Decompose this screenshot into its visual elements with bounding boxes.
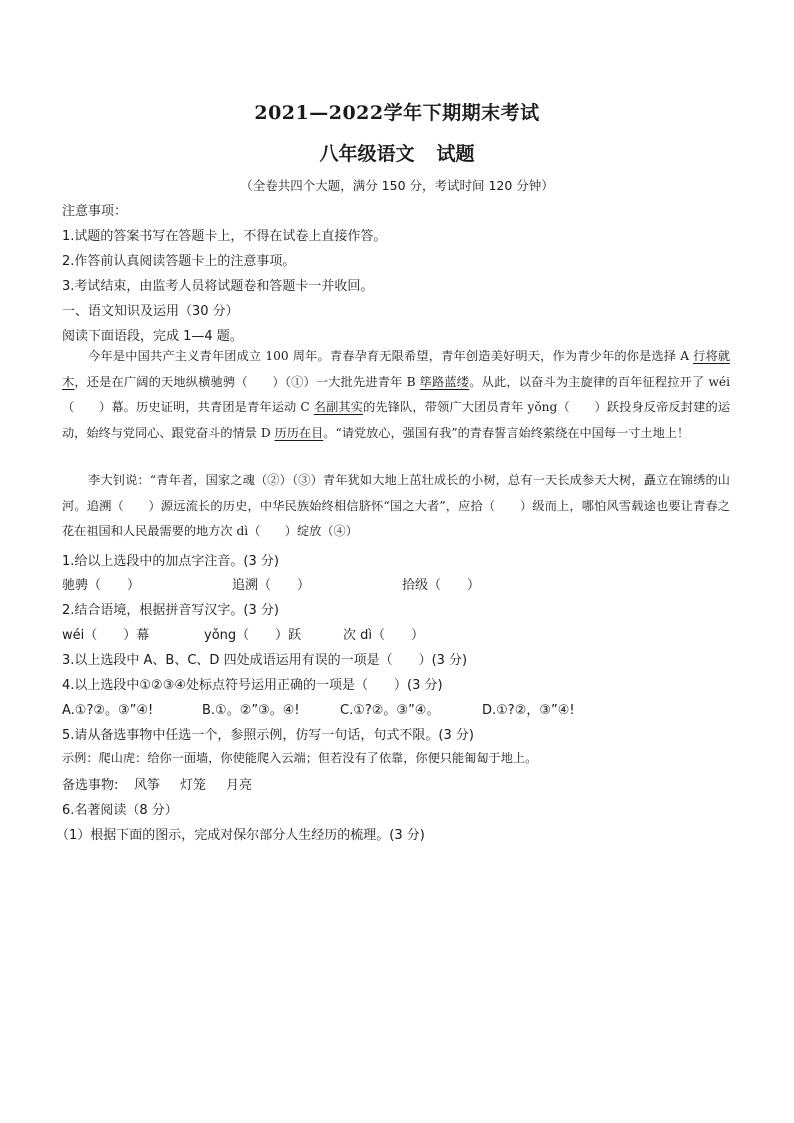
passage-paragraph-2: 李大钊说：“青年者，国家之魂（②）（③）青年犹如大地上茁壮成长的小树，总有一天长成参天大树，矗立在锦绣的山河。追溯（ ）源远流长的历史，中华民族始终相信脐怀“国之大者”，应拾（ ）级而上，哪怕风雪载途也要让青春之花在祖国和人民最需要的地方次 dì（ ）绽放（④） bbox=[62, 473, 730, 538]
q4-option-c: C.①?②。③”④。 bbox=[340, 703, 440, 718]
exam-info: （全卷共四个大题，满分 150 分，考试时间 120 分钟） bbox=[240, 178, 554, 193]
section-instruction: 阅读下面语段，完成 1—4 题。 bbox=[62, 329, 243, 344]
question-2-prompt: 2.结合语境，根据拼音写汉字。(3 分) bbox=[62, 603, 279, 618]
subtitle-subject: 八年级语文 bbox=[319, 143, 415, 165]
q1-item-c: 拾级（ ） bbox=[402, 578, 481, 593]
section-heading: 一、语文知识及运用（30 分） bbox=[62, 304, 239, 319]
q5-options-label: 备选事物: bbox=[62, 778, 119, 793]
q4-option-a: A.①?②。③”④! bbox=[62, 703, 154, 718]
question-5-example: 示例：爬山虎：给你一面墙，你使能爬入云端；但若没有了依靠，你便只能匍匐于地上。 bbox=[62, 751, 538, 765]
notice-item-1: 1.试题的答案书写在答题卡上，不得在试卷上直接作答。 bbox=[62, 229, 387, 244]
exam-subtitle bbox=[0, 139, 794, 166]
q1-item-b: 追溯（ ） bbox=[232, 578, 311, 593]
question-4-prompt: 4.以上选段中①②③④处标点符号运用正确的一项是（ ）(3 分) bbox=[62, 678, 443, 693]
question-4-options bbox=[62, 699, 575, 718]
question-6-sub-1: （1）根据下面的图示，完成对保尔部分人生经历的梳理。(3 分) bbox=[56, 828, 425, 843]
subtitle-type: 试题 bbox=[436, 143, 475, 165]
q1-item-a: 驰骋（ ） bbox=[62, 578, 141, 593]
question-3: 3.以上选段中 A、B、C、D 四处成语运用有误的一项是（ ）(3 分) bbox=[62, 653, 468, 668]
exam-title: 2021—2022学年下期期末考试 bbox=[254, 102, 540, 124]
q2-item-a: wéi（ ）幕 bbox=[62, 628, 150, 643]
idiom-c: 名副其实 bbox=[313, 400, 364, 414]
idiom-b: 筚路蓝缕 bbox=[419, 374, 470, 389]
q4-option-b: B.①。②”③。④! bbox=[202, 703, 300, 718]
question-6-prompt: 6.名著阅读（8 分） bbox=[62, 803, 178, 818]
q2-item-c: 次 dì（ ） bbox=[343, 628, 424, 643]
question-1-items bbox=[62, 574, 480, 593]
notice-item-2: 2.作答前认真阅读答题卡上的注意事项。 bbox=[62, 254, 296, 269]
question-5-options bbox=[62, 774, 252, 793]
idiom-a: 行将就木 bbox=[62, 349, 731, 389]
idiom-d: 历历在目 bbox=[274, 425, 324, 440]
q5-option-1: 风筝 bbox=[134, 778, 161, 793]
q4-option-d: D.①?②，③”④! bbox=[482, 703, 575, 718]
question-1-prompt: 1.给以上选段中的加点字注音。(3 分) bbox=[62, 554, 279, 569]
q5-option-2: 灯笼 bbox=[180, 778, 207, 793]
q2-item-b: yǒng（ ）跃 bbox=[204, 628, 302, 643]
question-5-prompt: 5.请从备选事物中任选一个，参照示例，仿写一句话，句式不限。(3 分) bbox=[62, 728, 474, 743]
notice-heading: 注意事项： bbox=[62, 204, 128, 219]
passage-paragraph-1: 今年是中国共产主义青年团成立 100 周年。青春孕育无限希望，青年创造美好明天，作为青少年的你是选择 A 行将就木，还是在广阔的天地纵横驰骋（ ）（①）一大批先进青年 B 筚路蓝缕。从此，以奋斗为主旋律的百年征程拉开了 wéi（ ）幕。历史证明，共青团是青年运动 C 名副其实的先锋队，带领广大团员青年 yǒng（ ）跃投身反帝反封建的运动，始终与党同心、跟党奋斗的情景 D 历历在目。“请党放心，强国有我”的青春誓言始终萦绕在中国每一寸土地上！ bbox=[62, 349, 731, 440]
q5-option-3: 月亮 bbox=[226, 778, 253, 793]
question-2-items bbox=[62, 624, 424, 643]
notice-item-3: 3.考试结束，由监考人员将试题卷和答题卡一并收回。 bbox=[62, 279, 374, 294]
